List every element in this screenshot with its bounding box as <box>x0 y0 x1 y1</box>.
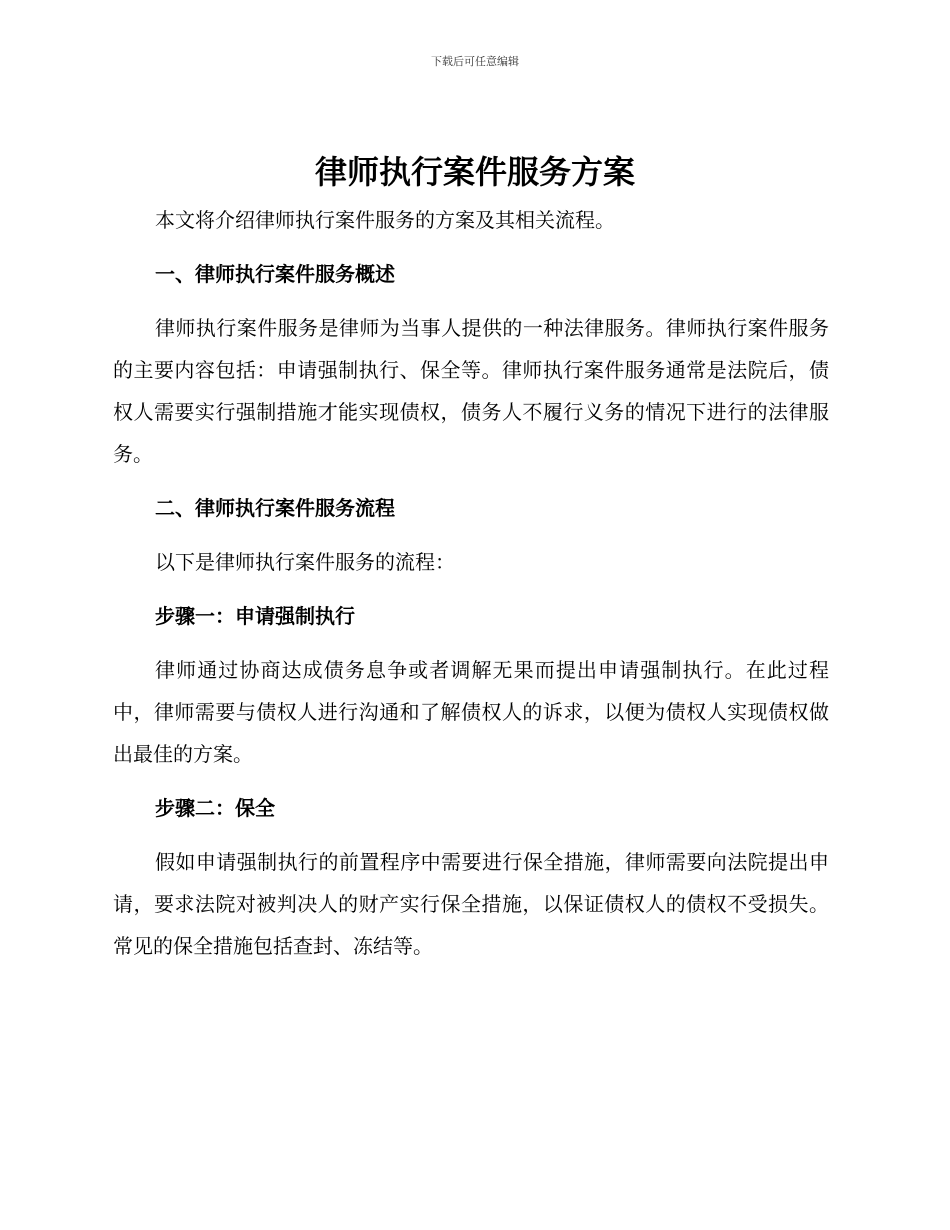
document-body <box>113 199 829 967</box>
overview-paragraph: 律师执行案件服务是律师为当事人提供的一种法律服务。律师执行案件服务的主要内容包括：申请强制执行、保全等。律师执行案件服务通常是法院后，债权人需要实行强制措施才能实现债权，债务人不履行义务的情况下进行的法律服务。 <box>113 316 829 466</box>
intro-paragraph: 本文将介绍律师执行案件服务的方案及其相关流程。 <box>155 208 615 232</box>
section-heading-process: 二、律师执行案件服务流程 <box>155 496 395 520</box>
preservation-paragraph: 假如申请强制执行的前置程序中需要进行保全措施，律师需要向法院提出申请，要求法院对被判决人的财产实行保全措施，以保证债权人的债权不受损失。常见的保全措施包括查封、冻结等。 <box>113 850 829 958</box>
step-heading-preservation: 步骤二：保全 <box>155 796 275 820</box>
step-heading-enforcement: 步骤一：申请强制执行 <box>155 604 355 628</box>
document-title: 律师执行案件服务方案 <box>314 153 635 191</box>
process-intro-paragraph: 以下是律师执行案件服务的流程： <box>155 550 455 574</box>
running-header: 下载后可任意编辑 <box>431 55 519 68</box>
enforcement-paragraph: 律师通过协商达成债务息争或者调解无果而提出申请强制执行。在此过程中，律师需要与债权人进行沟通和了解债权人的诉求，以便为债权人实现债权做出最佳的方案。 <box>113 658 829 766</box>
section-heading-overview: 一、律师执行案件服务概述 <box>155 262 395 286</box>
